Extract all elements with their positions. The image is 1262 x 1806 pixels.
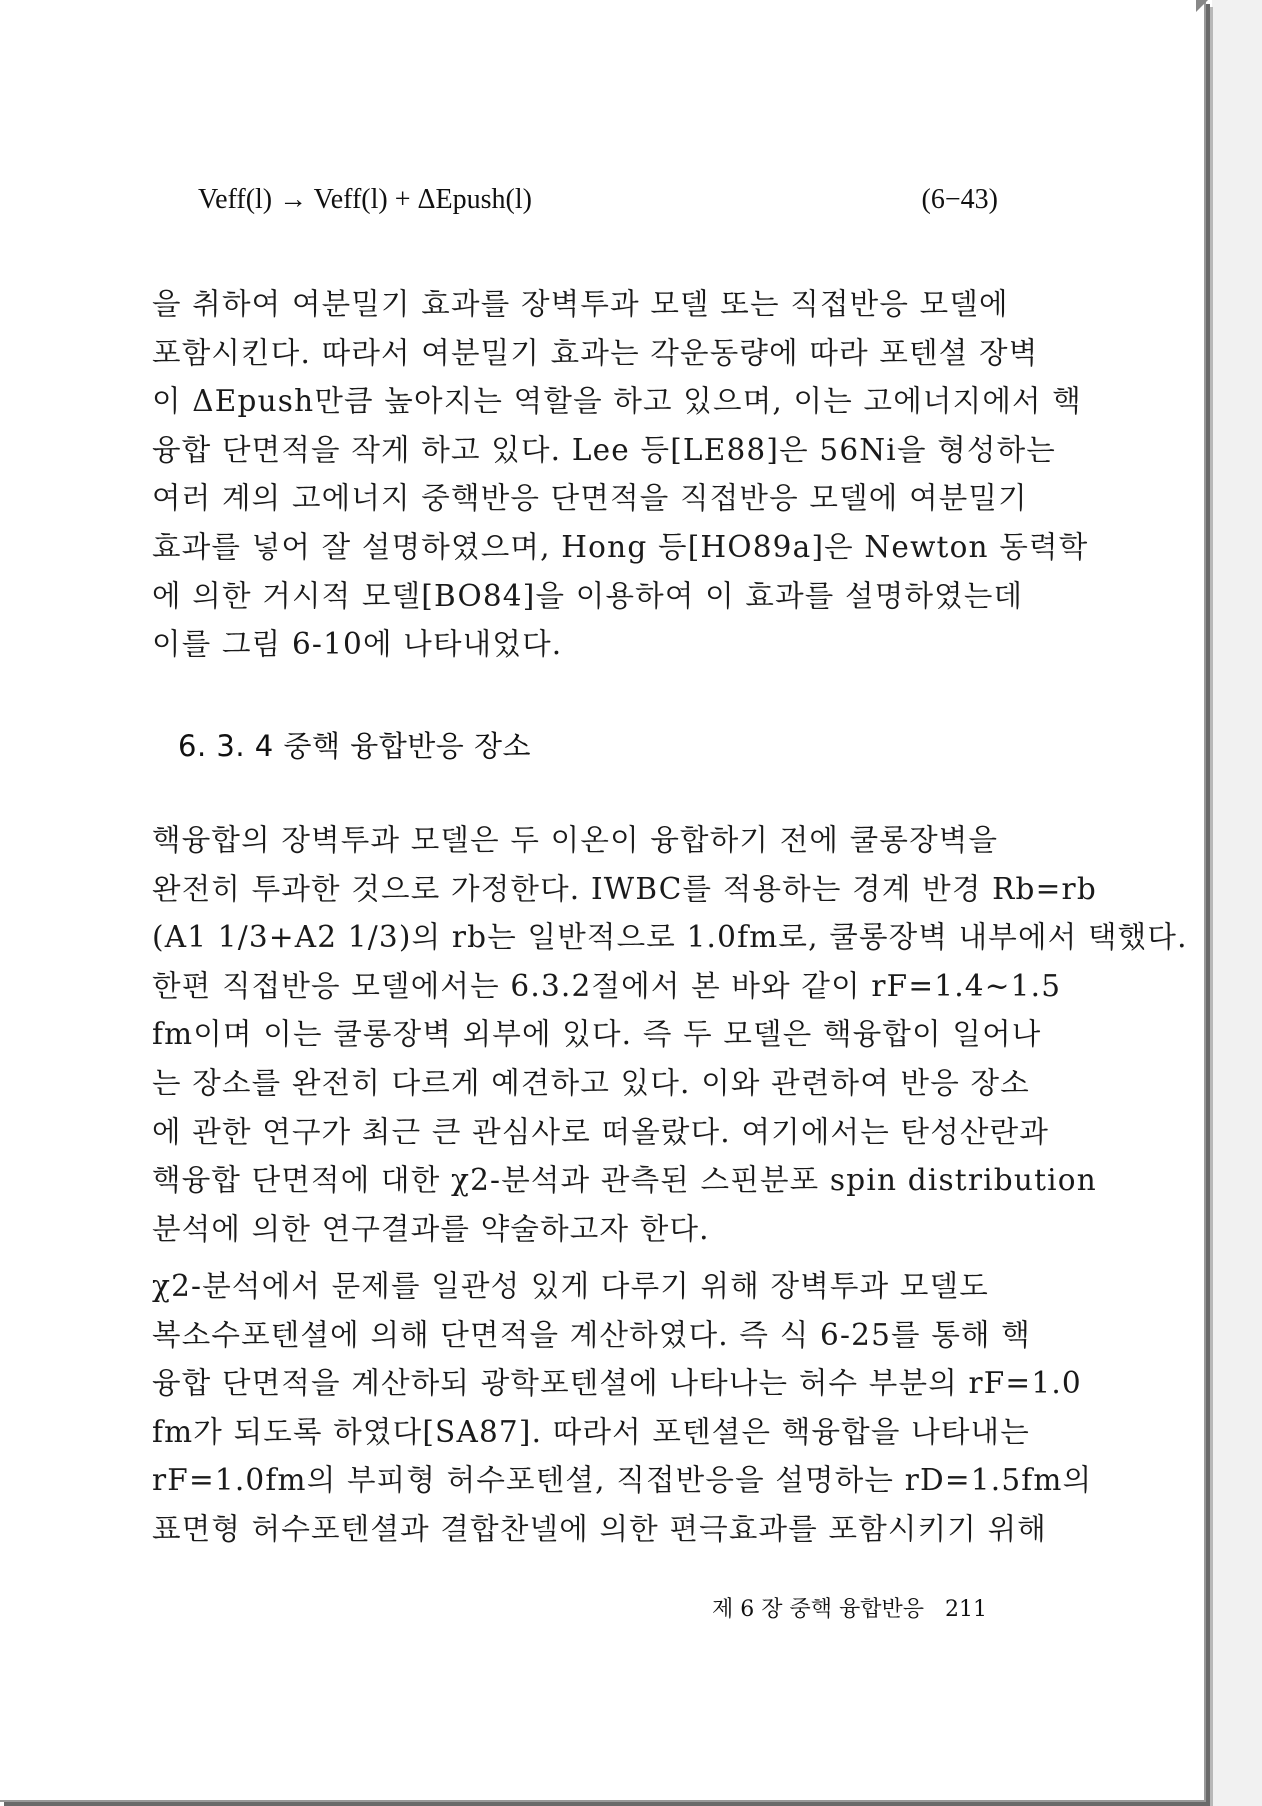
page-footer [712,1592,1012,1623]
paragraph-2 [152,816,1188,1253]
text-line: 을 취하여 여분밀기 효과를 장벽투과 모델 또는 직접반응 모델에 [152,287,1009,321]
text-line: 융합 단면적을 계산하되 광학포텐셜에 나타나는 허수 부분의 rF=1.0 [152,1366,1082,1401]
text-line: 복소수포텐셜에 의해 단면적을 계산하였다. 즉 식 6-25를 통해 핵 [152,1317,1031,1352]
equation-text: Veff(l) → Veff(l) + ΔEpush(l) [198,184,532,215]
right-margin [1212,0,1262,1806]
text-line: 포함시킨다. 따라서 여분밀기 효과는 각운동량에 따라 포텐셜 장벽 [152,335,1039,370]
equation-number: (6−43) [921,184,998,215]
text-line: 분석에 의한 연구결과를 약술하고자 한다. [152,1211,710,1246]
text-line: 효과를 넣어 잘 설명하였으며, Hong 등[HO89a]은 Newton 동력학 [152,529,1089,564]
page-number: 211 [945,1597,987,1622]
text-line: 핵융합의 장벽투과 모델은 두 이온이 융합하기 전에 쿨롱장벽을 [152,823,999,857]
paragraph-3 [152,1262,1093,1554]
text-line: 한편 직접반응 모델에서는 6.3.2절에서 본 바와 같이 rF=1.4~1.5 [152,968,1062,1003]
text-line: 핵융합 단면적에 대한 χ2-분석과 관측된 스핀분포 spin distribution [152,1163,1097,1198]
section-heading: 6. 3. 4 중핵 융합반응 장소 [178,729,531,763]
text-line: 는 장소를 완전히 다르게 예견하고 있다. 이와 관련하여 반응 장소 [152,1065,1030,1100]
text-line: 여러 계의 고에너지 중핵반응 단면적을 직접반응 모델에 여분밀기 [152,481,1028,516]
text-line: 완전히 투과한 것으로 가정한다. IWBC를 적용하는 경계 반경 Rb=rb [152,871,1097,906]
chapter-title: 제 6 장 중핵 융합반응 [712,1597,924,1622]
text-line: χ2-분석에서 문제를 일관성 있게 다루기 위해 장벽투과 모델도 [152,1269,989,1303]
equation-6-43 [198,184,998,224]
page-corner-fold [1196,0,1208,12]
text-line: 에 의한 거시적 모델[BO84]을 이용하여 이 효과를 설명하였는데 [152,578,1024,613]
text-line: 에 관한 연구가 최근 큰 관심사로 떠올랐다. 여기에서는 탄성산란과 [152,1114,1050,1149]
text-line: fm가 되도록 하였다[SA87]. 따라서 포텐셜은 핵융합을 나타내는 [152,1414,1030,1449]
text-line: (A1 1/3+A2 1/3)의 rb는 일반적으로 1.0fm로, 쿨롱장벽 내부에서 택했다. [152,920,1188,955]
text-line: 이를 그림 6-10에 나타내었다. [152,627,563,662]
text-line: 이 ΔEpush만큼 높아지는 역할을 하고 있으며, 이는 고에너지에서 핵 [152,384,1082,419]
text-line: fm이며 이는 쿨롱장벽 외부에 있다. 즉 두 모델은 핵융합이 일어나 [152,1017,1042,1052]
text-line: 표면형 허수포텐셜과 결합찬넬에 의한 편극효과를 포함시키기 위해 [152,1511,1047,1546]
text-line: rF=1.0fm의 부피형 허수포텐셜, 직접반응을 설명하는 rD=1.5fm의 [152,1463,1093,1498]
text-line: 융합 단면적을 작게 하고 있다. Lee 등[LE88]은 56Ni을 형성하는 [152,432,1057,467]
paragraph-1 [152,280,1089,669]
